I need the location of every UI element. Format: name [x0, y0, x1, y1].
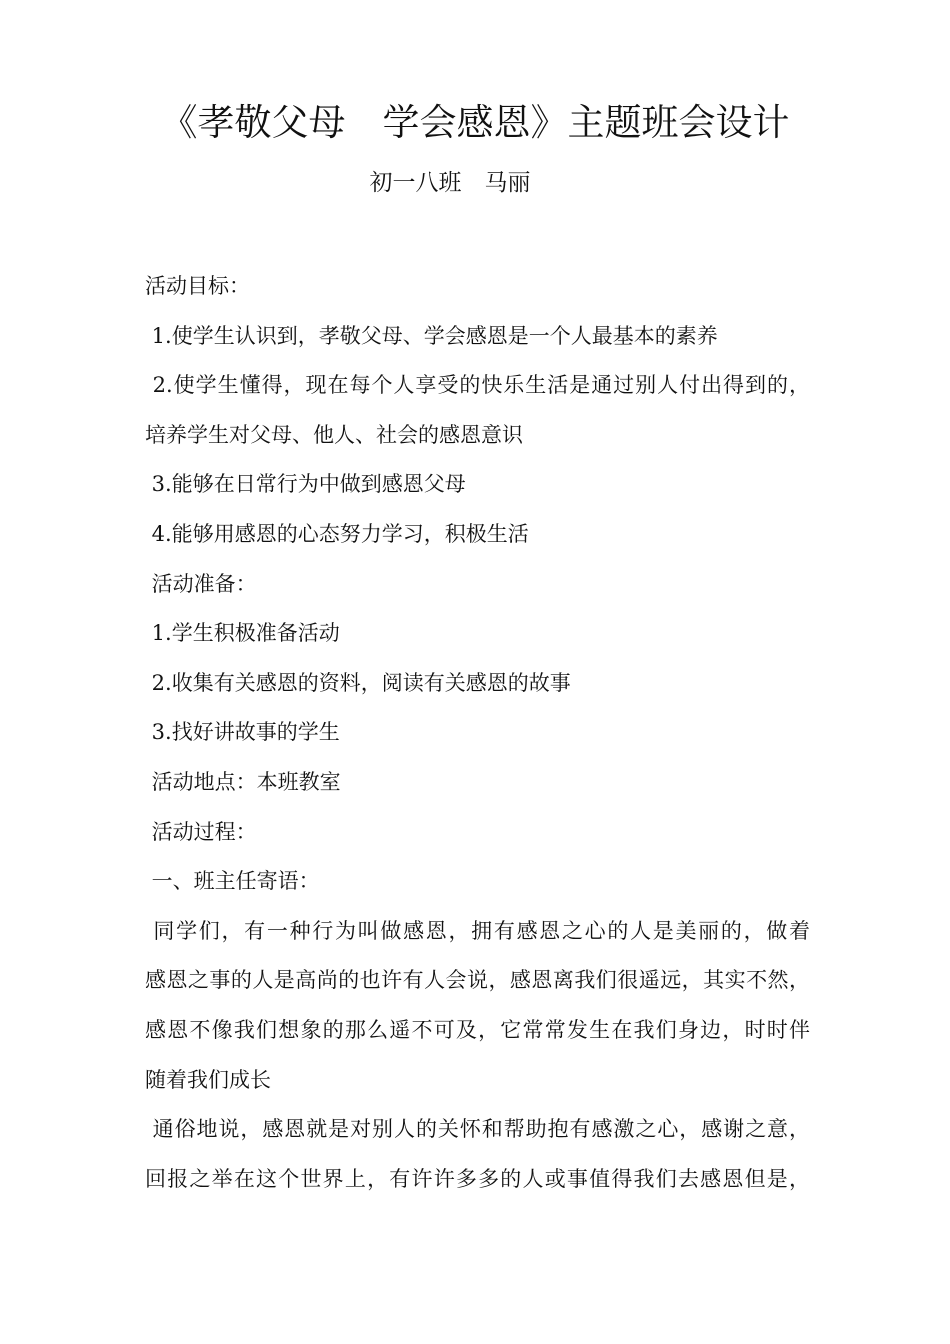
document-title: 《孝敬父母 学会感恩》主题班会设计 [160, 101, 790, 144]
text-line: 1.学生积极准备活动 [145, 621, 340, 646]
text-line: 通俗地说，感恩就是对别人的关怀和帮助抱有感激之心，感谢之意， [145, 1117, 810, 1142]
text-line: 感恩不像我们想象的那么遥不可及，它常常发生在我们身边，时时伴 [145, 1017, 810, 1042]
text-line: 感恩之事的人是高尚的也许有人会说，感恩离我们很遥远，其实不然， [145, 968, 810, 993]
text-line: 随着我们成长 [145, 1067, 271, 1092]
text-line: 同学们，有一种行为叫做感恩，拥有感恩之心的人是美丽的，做着 [145, 918, 810, 943]
document-subtitle: 初一八班 马丽 [369, 170, 531, 196]
text-line: 3.能够在日常行为中做到感恩父母 [145, 472, 466, 497]
text-line: 活动目标： [145, 274, 250, 298]
text-line: 1.使学生认识到，孝敬父母、学会感恩是一个人最基本的素养 [145, 323, 718, 348]
text-line: 活动地点：本班教室 [145, 769, 341, 794]
text-line: 4.能够用感恩的心态努力学习，积极生活 [145, 521, 529, 546]
text-line: 活动准备： [145, 571, 257, 596]
text-line: 培养学生对父母、他人、社会的感恩意识 [145, 422, 523, 447]
text-line: 2.使学生懂得，现在每个人享受的快乐生活是通过别人付出得到的， [145, 373, 810, 398]
text-line: 回报之举在这个世界上，有许许多多的人或事值得我们去感恩但是， [145, 1166, 810, 1191]
document-body [145, 270, 810, 1212]
text-line: 活动过程： [145, 819, 257, 844]
text-line: 一、班主任寄语： [145, 869, 320, 894]
text-line: 3.找好讲故事的学生 [145, 720, 340, 745]
text-line: 2.收集有关感恩的资料，阅读有关感恩的故事 [145, 670, 571, 695]
